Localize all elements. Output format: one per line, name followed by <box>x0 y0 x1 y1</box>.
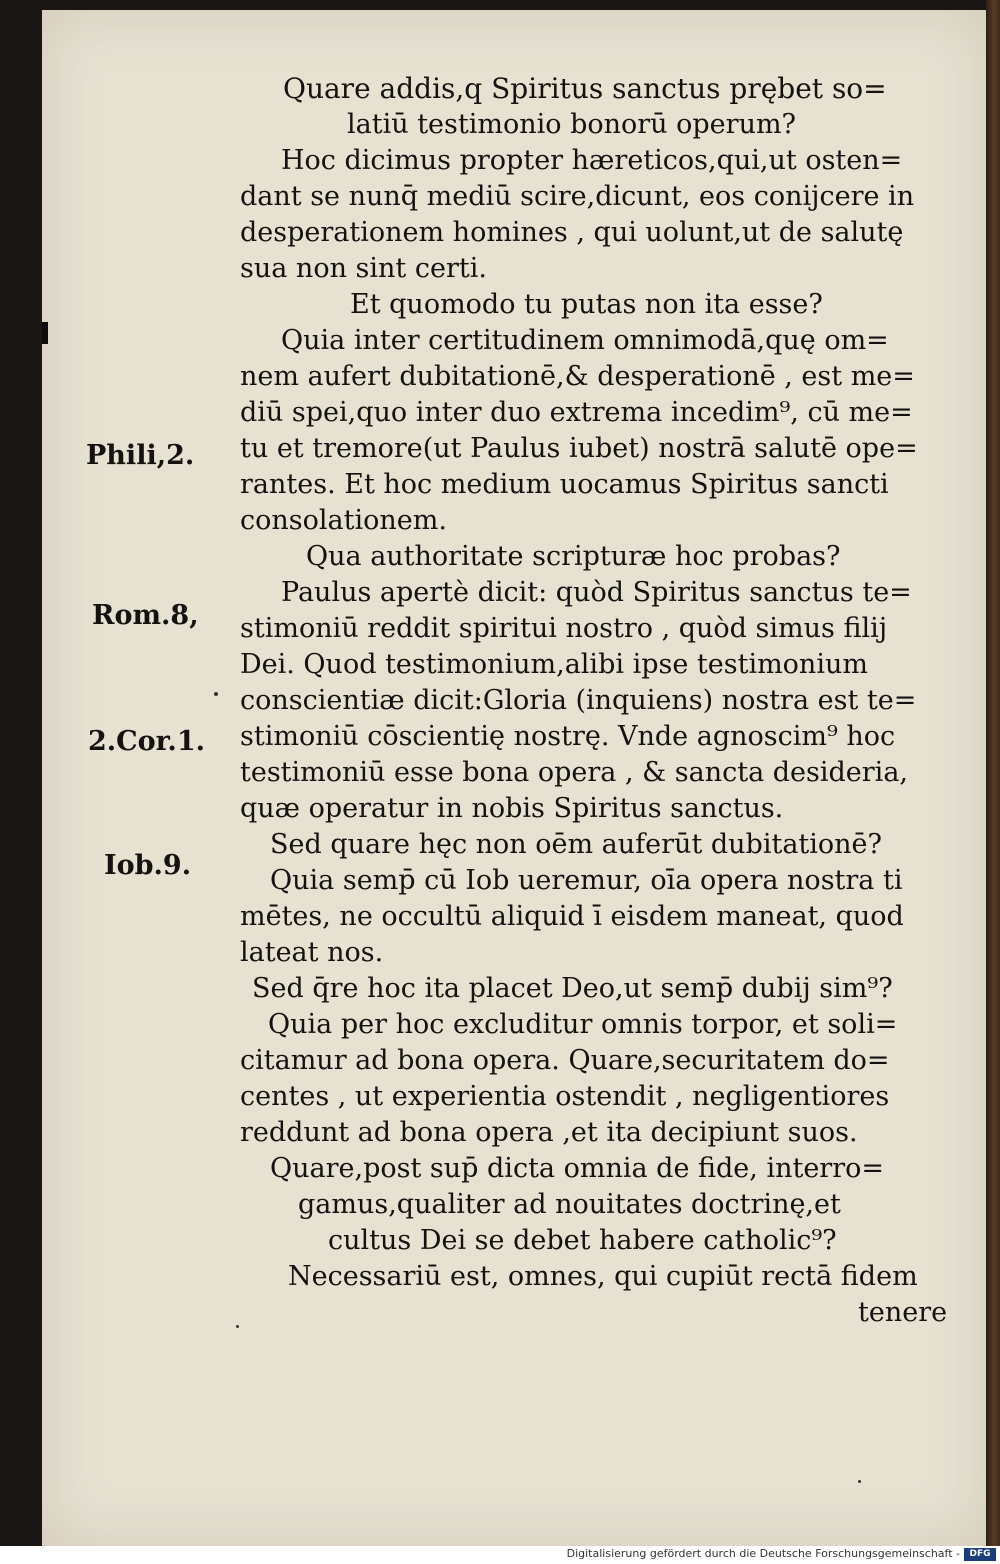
text-line: desperationem homines , qui uolunt,ut de salutę <box>240 217 904 248</box>
text-line: Quia per hoc excluditur omnis torpor, et soli= <box>268 1009 898 1040</box>
text-line: sua non sint certi. <box>240 253 487 284</box>
text-line: Quia semp̄ cū Iob ueremur, oīa opera nostra ti <box>270 865 903 896</box>
catchword: tenere <box>858 1297 948 1328</box>
ink-speck <box>236 1325 239 1328</box>
text-line: stimoniū cōscientię nostrę. Vnde agnoscim⁹ hoc <box>240 721 896 752</box>
text-line: Dei. Quod testimonium,alibi ipse testimonium <box>240 649 868 680</box>
margin-note: 2.Cor.1. <box>88 726 206 757</box>
text-line: consolationem. <box>240 505 447 536</box>
text-line: nem aufert dubitationē,& desperationē , est me= <box>240 361 915 392</box>
text-line: gamus,qualiter ad nouitates doctrinę,et <box>298 1189 841 1220</box>
text-line: Paulus apertè dicit: quòd Spiritus sanctus te= <box>281 577 912 608</box>
text-line: rantes. Et hoc medium uocamus Spiritus sancti <box>240 469 889 500</box>
text-line: Sed quare hęc non oēm auferūt dubitationē? <box>270 829 882 860</box>
text-line: reddunt ad bona opera ,et ita decipiunt suos. <box>240 1117 858 1148</box>
text-line: tu et tremore(ut Paulus iubet) nostrā salutē ope= <box>240 433 918 464</box>
text-line: diū spei,quo inter duo extrema incedim⁹, cū me= <box>240 397 913 428</box>
text-line: Sed q̄re hoc ita placet Deo,ut semp̄ dubij sim⁹? <box>252 973 893 1004</box>
text-line: Qua authoritate scripturæ hoc probas? <box>306 541 841 572</box>
margin-note: Rom.8, <box>92 600 199 631</box>
dfg-logo: DFG <box>964 1548 996 1561</box>
margin-note: Phili,2. <box>86 440 195 471</box>
ink-speck <box>858 1480 861 1483</box>
margin-note: Iob.9. <box>104 850 192 881</box>
footer-credit: Digitalisierung gefördert durch die Deutsche Forschungsgemeinschaft - <box>566 1547 960 1560</box>
text-line: Necessariū est, omnes, qui cupiūt rectā fidem <box>288 1261 918 1292</box>
text-line: Quia inter certitudinem omnimodā,quę om= <box>281 325 889 356</box>
text-line: cultus Dei se debet habere catholic⁹? <box>328 1225 837 1256</box>
text-line: mētes, ne occultū aliquid ī eisdem maneat, quod <box>240 901 904 932</box>
text-line: stimoniū reddit spiritui nostro , quòd simus filij <box>240 613 888 644</box>
text-line: latiū testimonio bonorū operum? <box>347 109 797 140</box>
text-line: dant se nunq̄ mediū scire,dicunt, eos conijcere in <box>240 181 915 212</box>
text-line: Hoc dicimus propter hæreticos,qui,ut osten= <box>281 145 903 176</box>
text-line: conscientiæ dicit:Gloria (inquiens) nostra est te= <box>240 685 917 716</box>
text-line: quæ operatur in nobis Spiritus sanctus. <box>240 793 784 824</box>
text-line: lateat nos. <box>240 937 384 968</box>
text-line: citamur ad bona opera. Quare,securitatem do= <box>240 1045 890 1076</box>
text-line: testimoniū esse bona opera , & sancta desideria, <box>240 757 908 788</box>
text-line: Quare addis,q Spiritus sanctus prębet so= <box>283 72 887 105</box>
footer-bar <box>0 1546 1000 1564</box>
ink-speck <box>214 692 218 696</box>
text-line: centes , ut experientia ostendit , negligentiores <box>240 1081 890 1112</box>
text-line: Quare,post sup̄ dicta omnia de fide, interro= <box>270 1153 884 1184</box>
text-line: Et quomodo tu putas non ita esse? <box>350 289 823 320</box>
